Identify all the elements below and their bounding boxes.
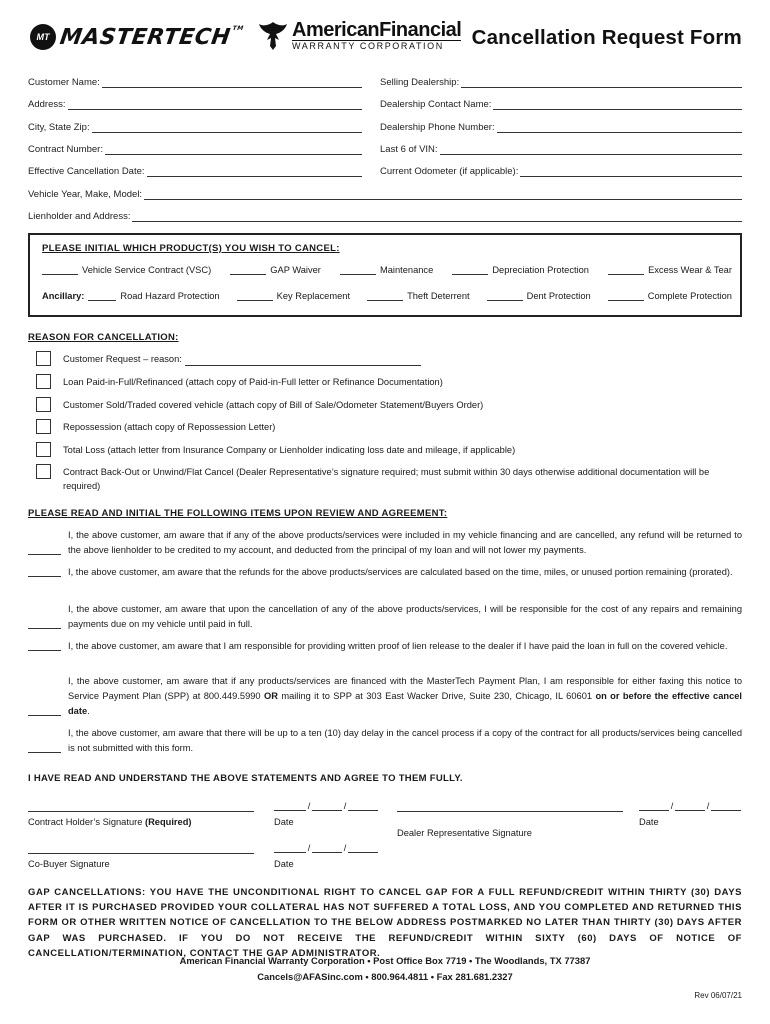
revision-date: Rev 06/07/21 <box>694 991 742 1000</box>
ancillary-label: Ancillary: <box>42 291 85 301</box>
products-row-2 <box>42 291 732 301</box>
initial-blank[interactable] <box>608 292 644 301</box>
cobuyer-signature-label: Co-Buyer Signature <box>28 859 110 869</box>
field-line[interactable] <box>147 166 362 177</box>
field-line[interactable] <box>493 99 742 110</box>
initial-blank[interactable] <box>487 292 523 301</box>
product-theft-deterrent[interactable]: Theft Deterrent <box>367 291 470 301</box>
field-label: Customer Name: <box>28 77 100 88</box>
field-line[interactable] <box>68 99 363 110</box>
field-label: Effective Cancellation Date: <box>28 166 145 177</box>
cobuyer-signature-line[interactable] <box>28 853 254 854</box>
page-title: Cancellation Request Form <box>471 26 742 49</box>
field-label: Vehicle Year, Make, Model: <box>28 189 143 200</box>
contract-holder-date-label: Date <box>274 817 294 827</box>
agreement-item-1[interactable]: I, the above customer, am aware that if any of the above products/services were included in my vehicle financing and are cancelled, any refund will be returned to the above lienholder to be credited to my account, and deducted from the principal of my loan and will not lower my payments. <box>28 528 742 558</box>
dealership-phone-field[interactable] <box>380 119 742 133</box>
field-label: Lienholder and Address: <box>28 211 131 222</box>
initial-blank[interactable] <box>42 266 78 275</box>
contract-number-field[interactable] <box>28 141 362 155</box>
dealer-rep-date-label: Date <box>639 817 659 827</box>
initial-blank[interactable] <box>237 292 273 301</box>
agreement-item-3[interactable]: I, the above customer, am aware that upon the cancellation of any of the above products/services, I will be responsible for the cost of any repairs and remaining payments due on my vehicle until paid in full. <box>28 602 742 632</box>
agreement-statement: I HAVE READ AND UNDERSTAND THE ABOVE STATEMENTS AND AGREE TO THEM FULLY. <box>28 773 463 784</box>
reason-repossession[interactable]: Repossession (attach copy of Repossession Letter) <box>36 419 742 434</box>
checkbox[interactable] <box>36 419 51 434</box>
cobuyer-date-field[interactable]: / / <box>274 843 378 853</box>
checkbox[interactable] <box>36 442 51 457</box>
reason-sold-traded[interactable]: Customer Sold/Traded covered vehicle (attach copy of Bill of Sale/Odometer Statement/Buyers Order) <box>36 397 742 412</box>
field-label: City, State Zip: <box>28 122 90 133</box>
city-state-zip-field[interactable] <box>28 119 362 133</box>
field-line[interactable] <box>102 77 362 88</box>
footer-address: American Financial Warranty Corporation • Post Office Box 7719 • The Woodlands, TX 77387 <box>179 955 591 966</box>
initial-blank[interactable] <box>452 266 488 275</box>
product-key-replacement[interactable]: Key Replacement <box>237 291 350 301</box>
field-line[interactable] <box>144 189 742 200</box>
reason-heading: REASON FOR CANCELLATION: <box>28 332 179 343</box>
odometer-field[interactable] <box>380 163 742 177</box>
product-maintenance[interactable]: Maintenance <box>340 265 433 275</box>
agreement-item-2[interactable]: I, the above customer, am aware that the refunds for the above products/services are calculated based on the time, miles, or unused portion remaining (prorated). <box>28 565 742 580</box>
product-excess-wear[interactable]: Excess Wear & Tear <box>608 265 732 275</box>
dealer-rep-date-field[interactable]: / / <box>639 801 741 811</box>
field-line[interactable] <box>92 122 362 133</box>
product-vsc[interactable]: Vehicle Service Contract (VSC) <box>42 265 211 275</box>
checkbox[interactable] <box>36 464 51 479</box>
initial-blank[interactable] <box>367 292 403 301</box>
contract-holder-date-field[interactable]: / / <box>274 801 378 811</box>
field-line[interactable] <box>497 122 742 133</box>
effective-date-field[interactable] <box>28 163 362 177</box>
af-company-name: AmericanFinancial <box>292 19 462 41</box>
dealer-rep-signature-label: Dealer Representative Signature <box>397 828 532 838</box>
agreement-item-4[interactable]: I, the above customer, am aware that I am responsible for providing written proof of lien release to the dealer if I have paid the loan in full on the covered vehicle. <box>28 639 742 654</box>
products-row-1 <box>42 265 732 275</box>
field-line[interactable] <box>440 144 742 155</box>
checkbox[interactable] <box>36 397 51 412</box>
field-label: Dealership Phone Number: <box>380 122 495 133</box>
af-company-subtitle: WARRANTY CORPORATION <box>292 40 461 52</box>
customer-name-field[interactable] <box>28 74 362 88</box>
selling-dealership-field[interactable] <box>380 74 742 88</box>
contract-holder-signature-label: Contract Holder’s Signature (Required) <box>28 817 192 827</box>
dealer-rep-signature-line[interactable] <box>397 811 623 812</box>
contract-holder-signature-line[interactable] <box>28 811 254 812</box>
products-heading: PLEASE INITIAL WHICH PRODUCT(S) YOU WISH TO CANCEL: <box>42 243 340 254</box>
product-depreciation[interactable]: Depreciation Protection <box>452 265 589 275</box>
eagle-icon <box>258 20 288 52</box>
mastertech-logo <box>30 24 245 50</box>
reason-loan-paid[interactable]: Loan Paid-in-Full/Refinanced (attach copy of Paid-in-Full letter or Refinance Documentation) <box>36 374 742 389</box>
product-road-hazard[interactable]: Ancillary: Road Hazard Protection <box>42 291 220 301</box>
reason-line[interactable] <box>185 356 421 366</box>
footer-contact: Cancels@AFASinc.com • 800.964.4811 • Fax 281.681.2327 <box>257 971 513 982</box>
agreement-item-6[interactable]: I, the above customer, am aware that there will be up to a ten (10) day delay in the cancel process if a copy of the contract for all products/services being cancelled is not submitted with this form. <box>28 726 742 756</box>
last6-vin-field[interactable] <box>380 141 742 155</box>
field-label: Selling Dealership: <box>380 77 460 88</box>
checkbox[interactable] <box>36 351 51 366</box>
field-label: Dealership Contact Name: <box>380 99 492 110</box>
field-label: Current Odometer (if applicable): <box>380 166 519 177</box>
agreement-item-5[interactable]: I, the above customer, am aware that if any products/services are financed with the MasterTech Payment Plan, I am responsible for either faxing this notice to Service Payment Plan (SPP) at 800.449.5990 OR mailing it to SPP at 303 East Wacker Drive, Suite 230, Chicago, IL 60601 on or before the effective cancel date. <box>28 674 742 719</box>
product-dent-protection[interactable]: Dent Protection <box>487 291 591 301</box>
american-financial-logo <box>258 20 461 52</box>
field-label: Contract Number: <box>28 144 103 155</box>
reason-total-loss[interactable]: Total Loss (attach letter from Insurance Company or Lienholder indicating loss date and mileage, if applicable) <box>36 442 742 457</box>
initial-blank[interactable] <box>230 266 266 275</box>
mastertech-wordmark: MASTERTECH™ <box>58 24 245 50</box>
field-line[interactable] <box>520 166 742 177</box>
initial-blank[interactable] <box>340 266 376 275</box>
field-label: Address: <box>28 99 66 110</box>
reason-back-out[interactable]: Contract Back-Out or Unwind/Flat Cancel (Dealer Representative’s signature required; must submit within 30 days otherwise additional documentation will be required) <box>36 464 742 493</box>
field-line[interactable] <box>461 77 742 88</box>
product-complete-protection[interactable]: Complete Protection <box>608 291 732 301</box>
initial-blank[interactable] <box>28 650 61 651</box>
reason-customer-request[interactable]: Customer Request – reason: <box>36 351 742 366</box>
field-label: Last 6 of VIN: <box>380 144 438 155</box>
initial-blank[interactable] <box>28 554 61 555</box>
initial-blank[interactable] <box>28 715 61 716</box>
lienholder-field[interactable] <box>28 208 742 222</box>
initial-blank[interactable] <box>88 292 116 301</box>
gap-cancellation-notice: GAP CANCELLATIONS: YOU HAVE THE UNCONDITIONAL RIGHT TO CANCEL GAP FOR A FULL REFUND/CREDIT WITHIN THIRTY (30) DAYS AFTER IT IS PURCHASED PROVIDED YOUR COLLATERAL HAS NOT SUFFERED A TOTAL LOSS, AND YOU COMPLETED AND RETURNED THIS FORM OR OTHER WRITTEN NOTICE OF CANCELLATION TO THE BELOW ADDRESS POSTMARKED NO LATER THAN THIRTY (30) DAYS AFTER GAP WAS PURCHASED. IF YOU DO NOT RECEIVE THE REFUND/CREDIT WITHIN SIXTY (60) DAYS OF NOTICE OF CANCELLATION/TERMINATION, CONTACT THE GAP ADMINISTRATOR. <box>28 887 742 959</box>
product-gap-waiver[interactable]: GAP Waiver <box>230 265 321 275</box>
initial-blank[interactable] <box>28 628 61 629</box>
initial-blank[interactable] <box>28 752 61 753</box>
product-selection-box <box>28 233 742 317</box>
mastertech-badge-icon: MT <box>30 24 56 50</box>
vehicle-field[interactable] <box>28 186 742 200</box>
initial-blank[interactable] <box>608 266 644 275</box>
cobuyer-date-label: Date <box>274 859 294 869</box>
agreement-heading: PLEASE READ AND INITIAL THE FOLLOWING ITEMS UPON REVIEW AND AGREEMENT: <box>28 508 448 519</box>
field-line[interactable] <box>105 144 362 155</box>
address-field[interactable] <box>28 96 362 110</box>
dealership-contact-field[interactable] <box>380 96 742 110</box>
initial-blank[interactable] <box>28 576 61 577</box>
checkbox[interactable] <box>36 374 51 389</box>
field-line[interactable] <box>132 211 742 222</box>
